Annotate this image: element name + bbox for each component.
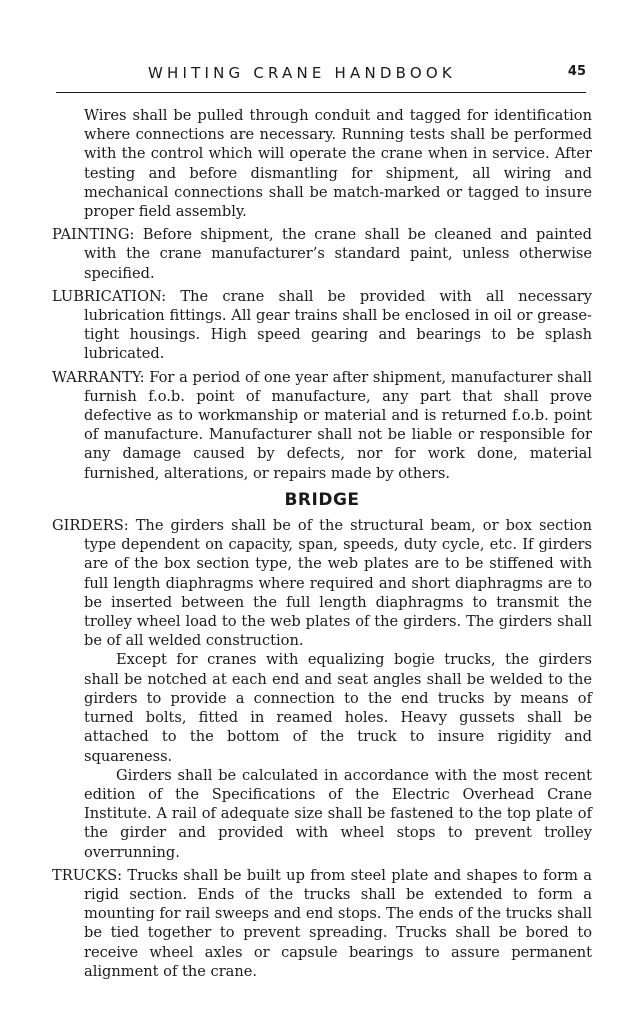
page-number: 45 [567, 64, 586, 79]
painting-paragraph [52, 225, 592, 283]
section-heading-bridge: BRIDGE [284, 489, 360, 510]
warranty-lead: WARRANTY: [52, 368, 145, 386]
warranty-text: For a period of one year after shipment, manufacturer shall furnish f.o.b. point of manufacture, any part that shall prove defective as to workmanship or material and is returned f.o.b. point of manufacture. Manufacturer shall not be liable or responsible for any damage caused by defects, nor for work done, material furnished, alterations, or repairs made by others. [84, 368, 592, 482]
girders-text: The girders shall be of the structural beam, or box section type dependent on capacity, span, speeds, duty cycle, etc. If girders are of the box section type, the web plates are to be stiffened with full length diaphragms where required and short diaphragms are to be inserted between the full length diaphragms to transmit the trolley wheel load to the web plates of the girders. The girders shall be of all welded construction. [84, 517, 592, 650]
girders-lead: GIRDERS: [52, 517, 129, 535]
trucks-paragraph [52, 866, 592, 981]
running-head [56, 62, 586, 86]
running-title: WHITING CRANE HANDBOOK [148, 64, 456, 82]
lubrication-text: The crane shall be provided with all necessary lubrication fittings. All gear trains shall be enclosed in oil or grease-tight housings. High speed gearing and bearings to be splash lubricated. [84, 287, 592, 363]
painting-lead: PAINTING: [52, 226, 135, 244]
painting-text: Before shipment, the crane shall be cleaned and painted with the crane manufacturer’s standard paint, unless otherwise specified. [84, 226, 592, 282]
girders-paragraph [52, 516, 592, 650]
wires-paragraph: Wires shall be pulled through conduit and tagged for identification where connections are necessary. Running tests shall be performed with the control which will operate the crane when in service. After testing and before dismantling for shipment, all wiring and mechanical connections shall be match-marked or tagged to insure proper field assembly. [84, 107, 592, 221]
girders-paragraph-3: Girders shall be calculated in accordance with the most recent edition of the Specifications of the Electric Overhead Crane Institute. A rail of adequate size shall be fastened to the top plate of the girder and provided with wheel stops to prevent trolley overrunning. [84, 766, 592, 861]
trucks-lead: TRUCKS: [52, 866, 123, 884]
trucks-text: Trucks shall be built up from steel plate and shapes to form a rigid section. Ends of the trucks shall be extended to form a mounting for rail sweeps and end stops. The ends of the trucks shall be tied together to prevent spreading. Trucks shall be bored to receive wheel axles or capsule bearings to assure permanent alignment of the crane. [84, 866, 592, 980]
lubrication-paragraph [52, 287, 592, 364]
body-text [52, 106, 592, 985]
girders-paragraph-2: Except for cranes with equalizing bogie trucks, the girders shall be notched at each end and seat angles shall be welded to the girders to provide a connection to the end trucks by means of turned bolts, fitted in reamed holes. Heavy gussets shall be attached to the bottom of the truck to insure rigidity and squareness. [84, 651, 592, 765]
header-rule [56, 92, 586, 94]
lubrication-lead: LUBRICATION: [52, 287, 167, 305]
warranty-paragraph [52, 368, 592, 483]
